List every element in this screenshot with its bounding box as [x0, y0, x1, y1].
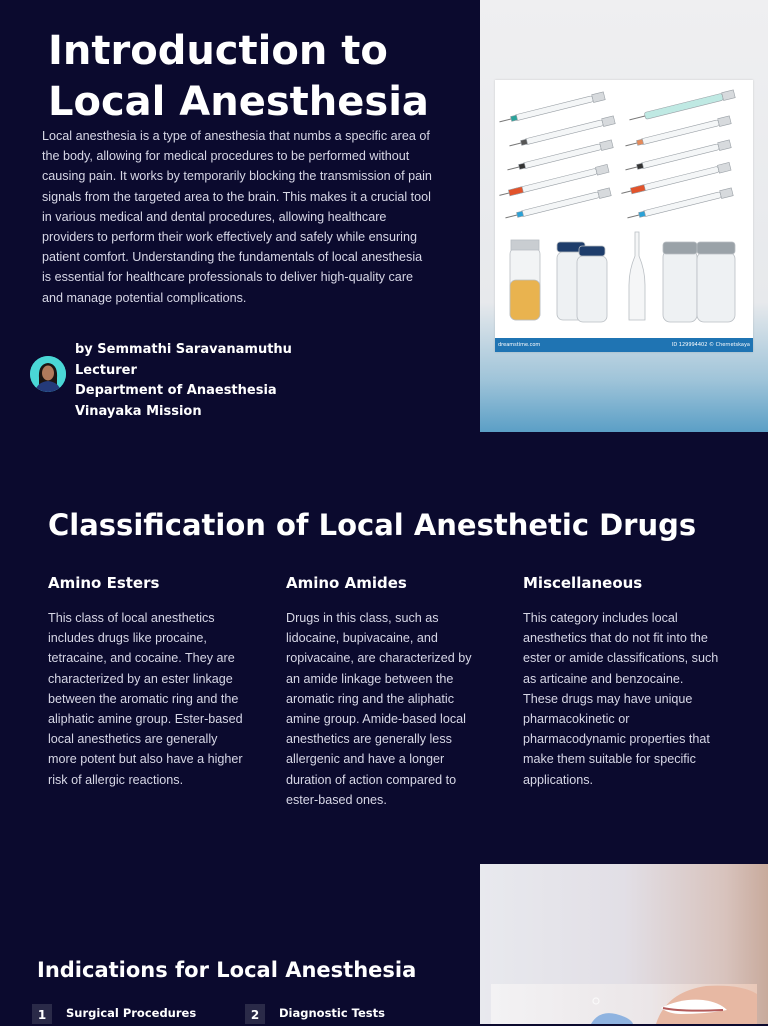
- indication-label-2: Diagnostic Tests: [279, 1006, 385, 1020]
- dental-patient-image: [491, 984, 757, 1024]
- author-block: [75, 340, 292, 422]
- indication-number-1: 1: [32, 1004, 52, 1024]
- author-department: Department of Anaesthesia: [75, 383, 277, 399]
- column-amino-amides: [286, 572, 482, 810]
- avatar-photo-icon: [30, 356, 66, 392]
- slide2-title: Classification of Local Anesthetic Drugs: [48, 508, 697, 542]
- dental-patient-photo-icon: [491, 984, 757, 1024]
- indication-label-1: Surgical Procedures: [66, 1006, 197, 1020]
- column-text: This class of local anesthetics includes drugs like procaine, tetracaine, and cocaine. They are characterized by an ester linkage between the aromatic ring and the aliphatic amine group. Ester-based local anesthetics are generally more potent but also have a higher risk of allergic reactions.: [48, 611, 243, 787]
- author-name: by Semmathi Saravanamuthu: [75, 342, 292, 357]
- column-heading: Amino Esters: [48, 574, 160, 592]
- indication-number-2: 2: [245, 1004, 265, 1024]
- author-institution: Vinayaka Mission: [75, 403, 202, 419]
- slide1-title: Introduction to Local Anesthesia: [48, 28, 429, 125]
- slide3-title: Indications for Local Anesthesia: [37, 958, 417, 982]
- author-role: Lecturer: [75, 362, 137, 378]
- column-miscellaneous: [523, 572, 719, 790]
- column-amino-esters: [48, 572, 244, 790]
- stock-id-text: ID 129994402 © Chernetskaya: [671, 342, 750, 348]
- author-avatar: [30, 356, 66, 392]
- column-heading: Amino Amides: [286, 574, 407, 592]
- syringes-vials-image: [495, 80, 753, 352]
- column-text: Drugs in this class, such as lidocaine, bupivacaine, and ropivacaine, are characterized by an amide linkage between the aromatic ring and the aliphatic amine group. Amide-based local anesthetics are generally less allergenic and have a longer duration of action compared to ester-based ones.: [286, 611, 472, 807]
- column-text: This category includes local anesthetics that do not fit into the ester or amide classifications, such as articaine and benzocaine. These drugs may have unique pharmacokinetic or pharmacodynamic properties that make them suitable for specific applications.: [523, 611, 719, 787]
- syringes-vials-illustration: [495, 80, 753, 338]
- intro-paragraph: Local anesthesia is a type of anesthesia that numbs a specific area of the body, allowing for medical procedures to be performed without causing pain. It works by temporarily blocking the transmission of pain signals from the targeted area to the brain. This makes it a crucial tool in various medical and dental procedures, allowing healthcare providers to perform their work effectively and safely while ensuring patient comfort. Understanding the fundamentals of local anesthesia is essential for healthcare professionals to deliver high-quality care and manage potential complications.: [42, 129, 432, 305]
- column-heading: Miscellaneous: [523, 574, 643, 592]
- image-credit-strip: [495, 338, 753, 352]
- watermark-text: dreamstime.com: [498, 342, 541, 348]
